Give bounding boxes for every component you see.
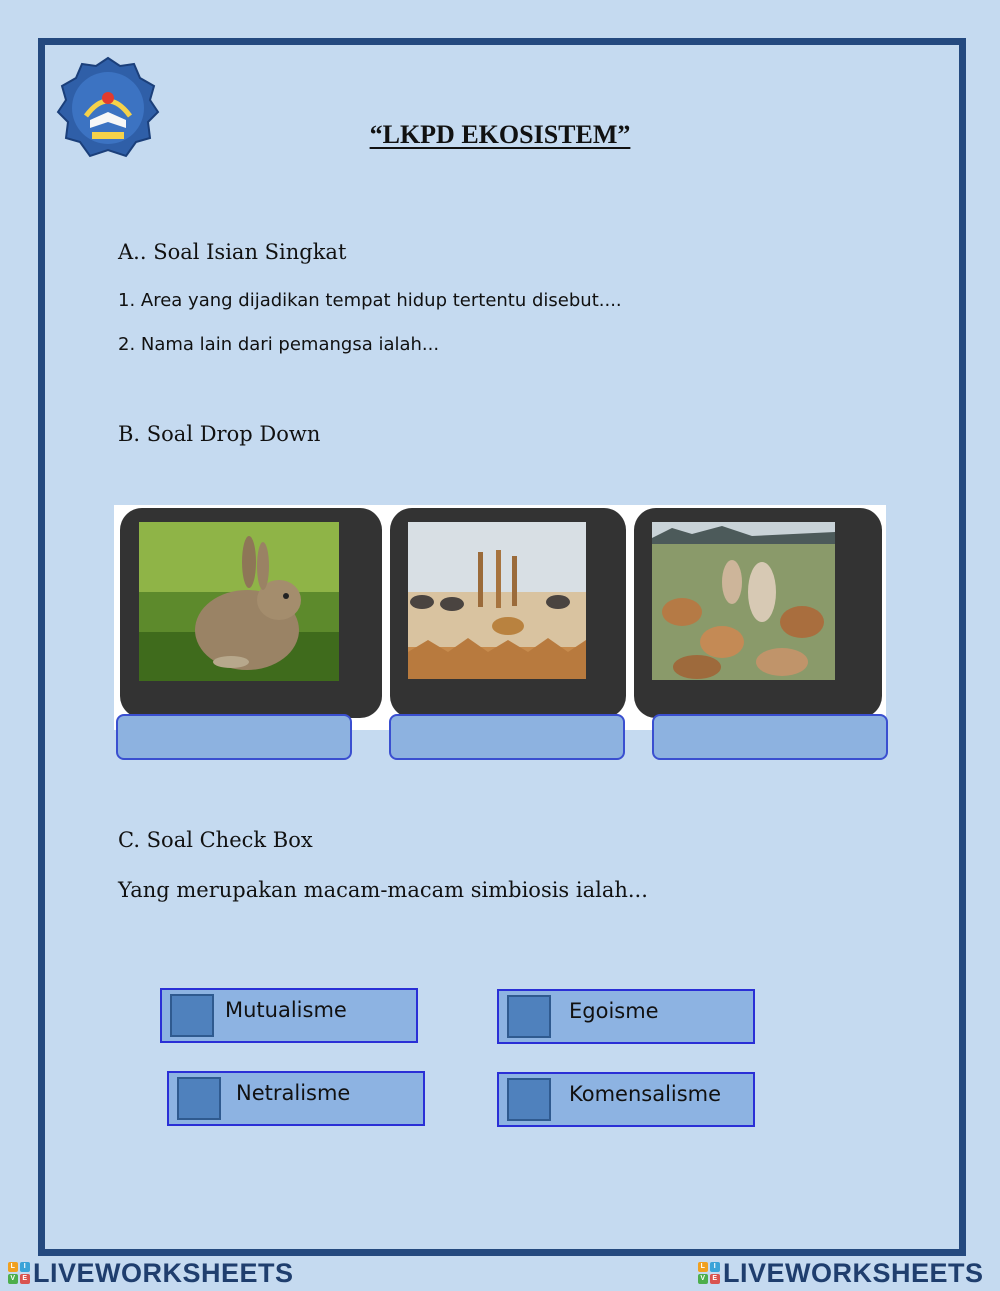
- checkbox-square[interactable]: [177, 1077, 221, 1120]
- option-komensalisme[interactable]: [497, 1072, 755, 1127]
- liveworksheets-logo-left: [8, 1258, 294, 1288]
- checkbox-square[interactable]: [507, 995, 551, 1038]
- liveworksheets-badge-icon: L I V E: [8, 1262, 30, 1284]
- option-label: Netralisme: [236, 1081, 351, 1105]
- brand-text: LIVEWORKSHEETS: [723, 1257, 984, 1288]
- option-label: Egoisme: [569, 999, 659, 1023]
- rabbit-photo: [139, 522, 339, 681]
- dropdown-answer-3[interactable]: [652, 714, 888, 760]
- brand-text: LIVEWORKSHEETS: [33, 1257, 294, 1288]
- dropdown-answer-2[interactable]: [389, 714, 625, 760]
- liveworksheets-badge-icon: L I V E: [698, 1262, 720, 1284]
- checkbox-question: Yang merupakan macam-macam simbiosis ialah...: [118, 878, 648, 902]
- dropdown-answer-1[interactable]: [116, 714, 352, 760]
- option-label: Mutualisme: [225, 998, 347, 1022]
- question-1: 1. Area yang dijadikan tempat hidup tertentu disebut....: [118, 290, 622, 311]
- page-title: “LKPD EKOSISTEM”: [369, 120, 631, 149]
- checkbox-square[interactable]: [507, 1078, 551, 1121]
- section-c-heading: C. Soal Check Box: [118, 828, 313, 852]
- option-label: Komensalisme: [569, 1082, 722, 1106]
- rabbit-group-photo: [652, 522, 835, 680]
- option-netralisme[interactable]: [167, 1071, 425, 1126]
- liveworksheets-logo-right: [698, 1258, 984, 1288]
- question-2: 2. Nama lain dari pemangsa ialah...: [118, 334, 440, 355]
- savanna-animals-photo: [408, 522, 586, 679]
- option-egoisme[interactable]: [497, 989, 755, 1044]
- section-a-heading: A.. Soal Isian Singkat: [118, 240, 347, 264]
- section-b-heading: B. Soal Drop Down: [118, 422, 321, 446]
- checkbox-square[interactable]: [170, 994, 214, 1037]
- option-mutualisme[interactable]: [160, 988, 418, 1043]
